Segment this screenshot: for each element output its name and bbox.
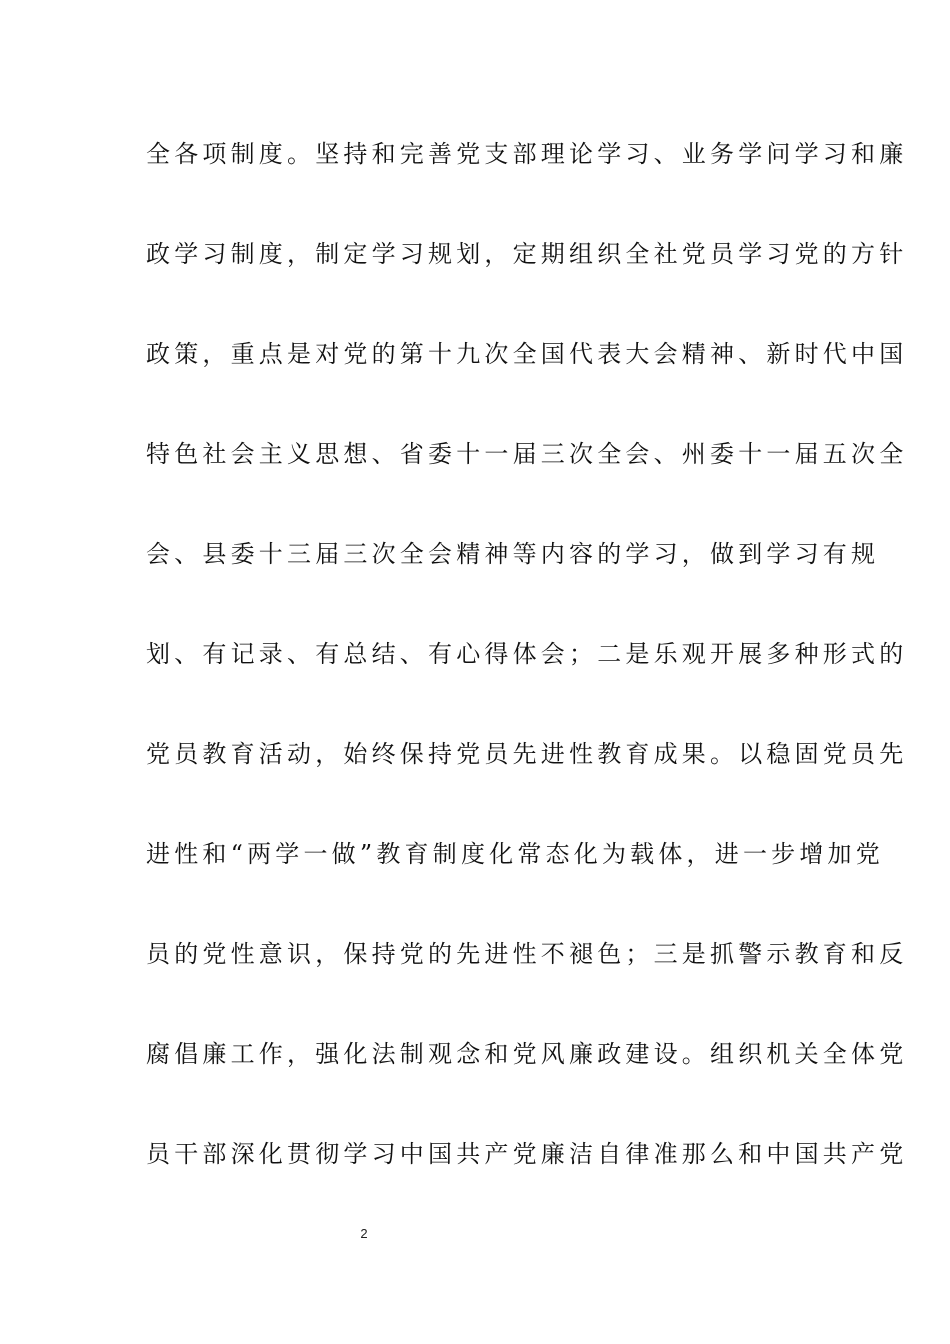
- text-line: 会、县委十三届三次全会精神等内容的学习，做到学习有规: [146, 540, 880, 568]
- text-line: 政学习制度，制定学习规划，定期组织全社党员学习党的方针: [146, 240, 908, 268]
- text-line: 党员教育活动，始终保持党员先进性教育成果。以稳固党员先: [146, 740, 908, 768]
- text-line: 腐倡廉工作，强化法制观念和党风廉政建设。组织机关全体党: [146, 1040, 908, 1068]
- text-line: 特色社会主义思想、省委十一届三次全会、州委十一届五次全: [146, 440, 908, 468]
- text-line: 全各项制度。坚持和完善党支部理论学习、业务学问学习和廉: [146, 140, 908, 168]
- body-text: [146, 128, 908, 1228]
- text-line: 员的党性意识，保持党的先进性不褪色；三是抓警示教育和反: [146, 940, 908, 968]
- text-line: 划、有记录、有总结、有心得体会；二是乐观开展多种形式的: [146, 640, 908, 668]
- text-line: 进性和“两学一做”教育制度化常态化为载体，进一步增加党: [146, 840, 884, 868]
- text-line: 政策，重点是对党的第十九次全国代表大会精神、新时代中国: [146, 340, 908, 368]
- page-number: 2: [360, 1226, 368, 1241]
- text-line: 员干部深化贯彻学习中国共产党廉洁自律准那么和中国共产党: [146, 1140, 908, 1168]
